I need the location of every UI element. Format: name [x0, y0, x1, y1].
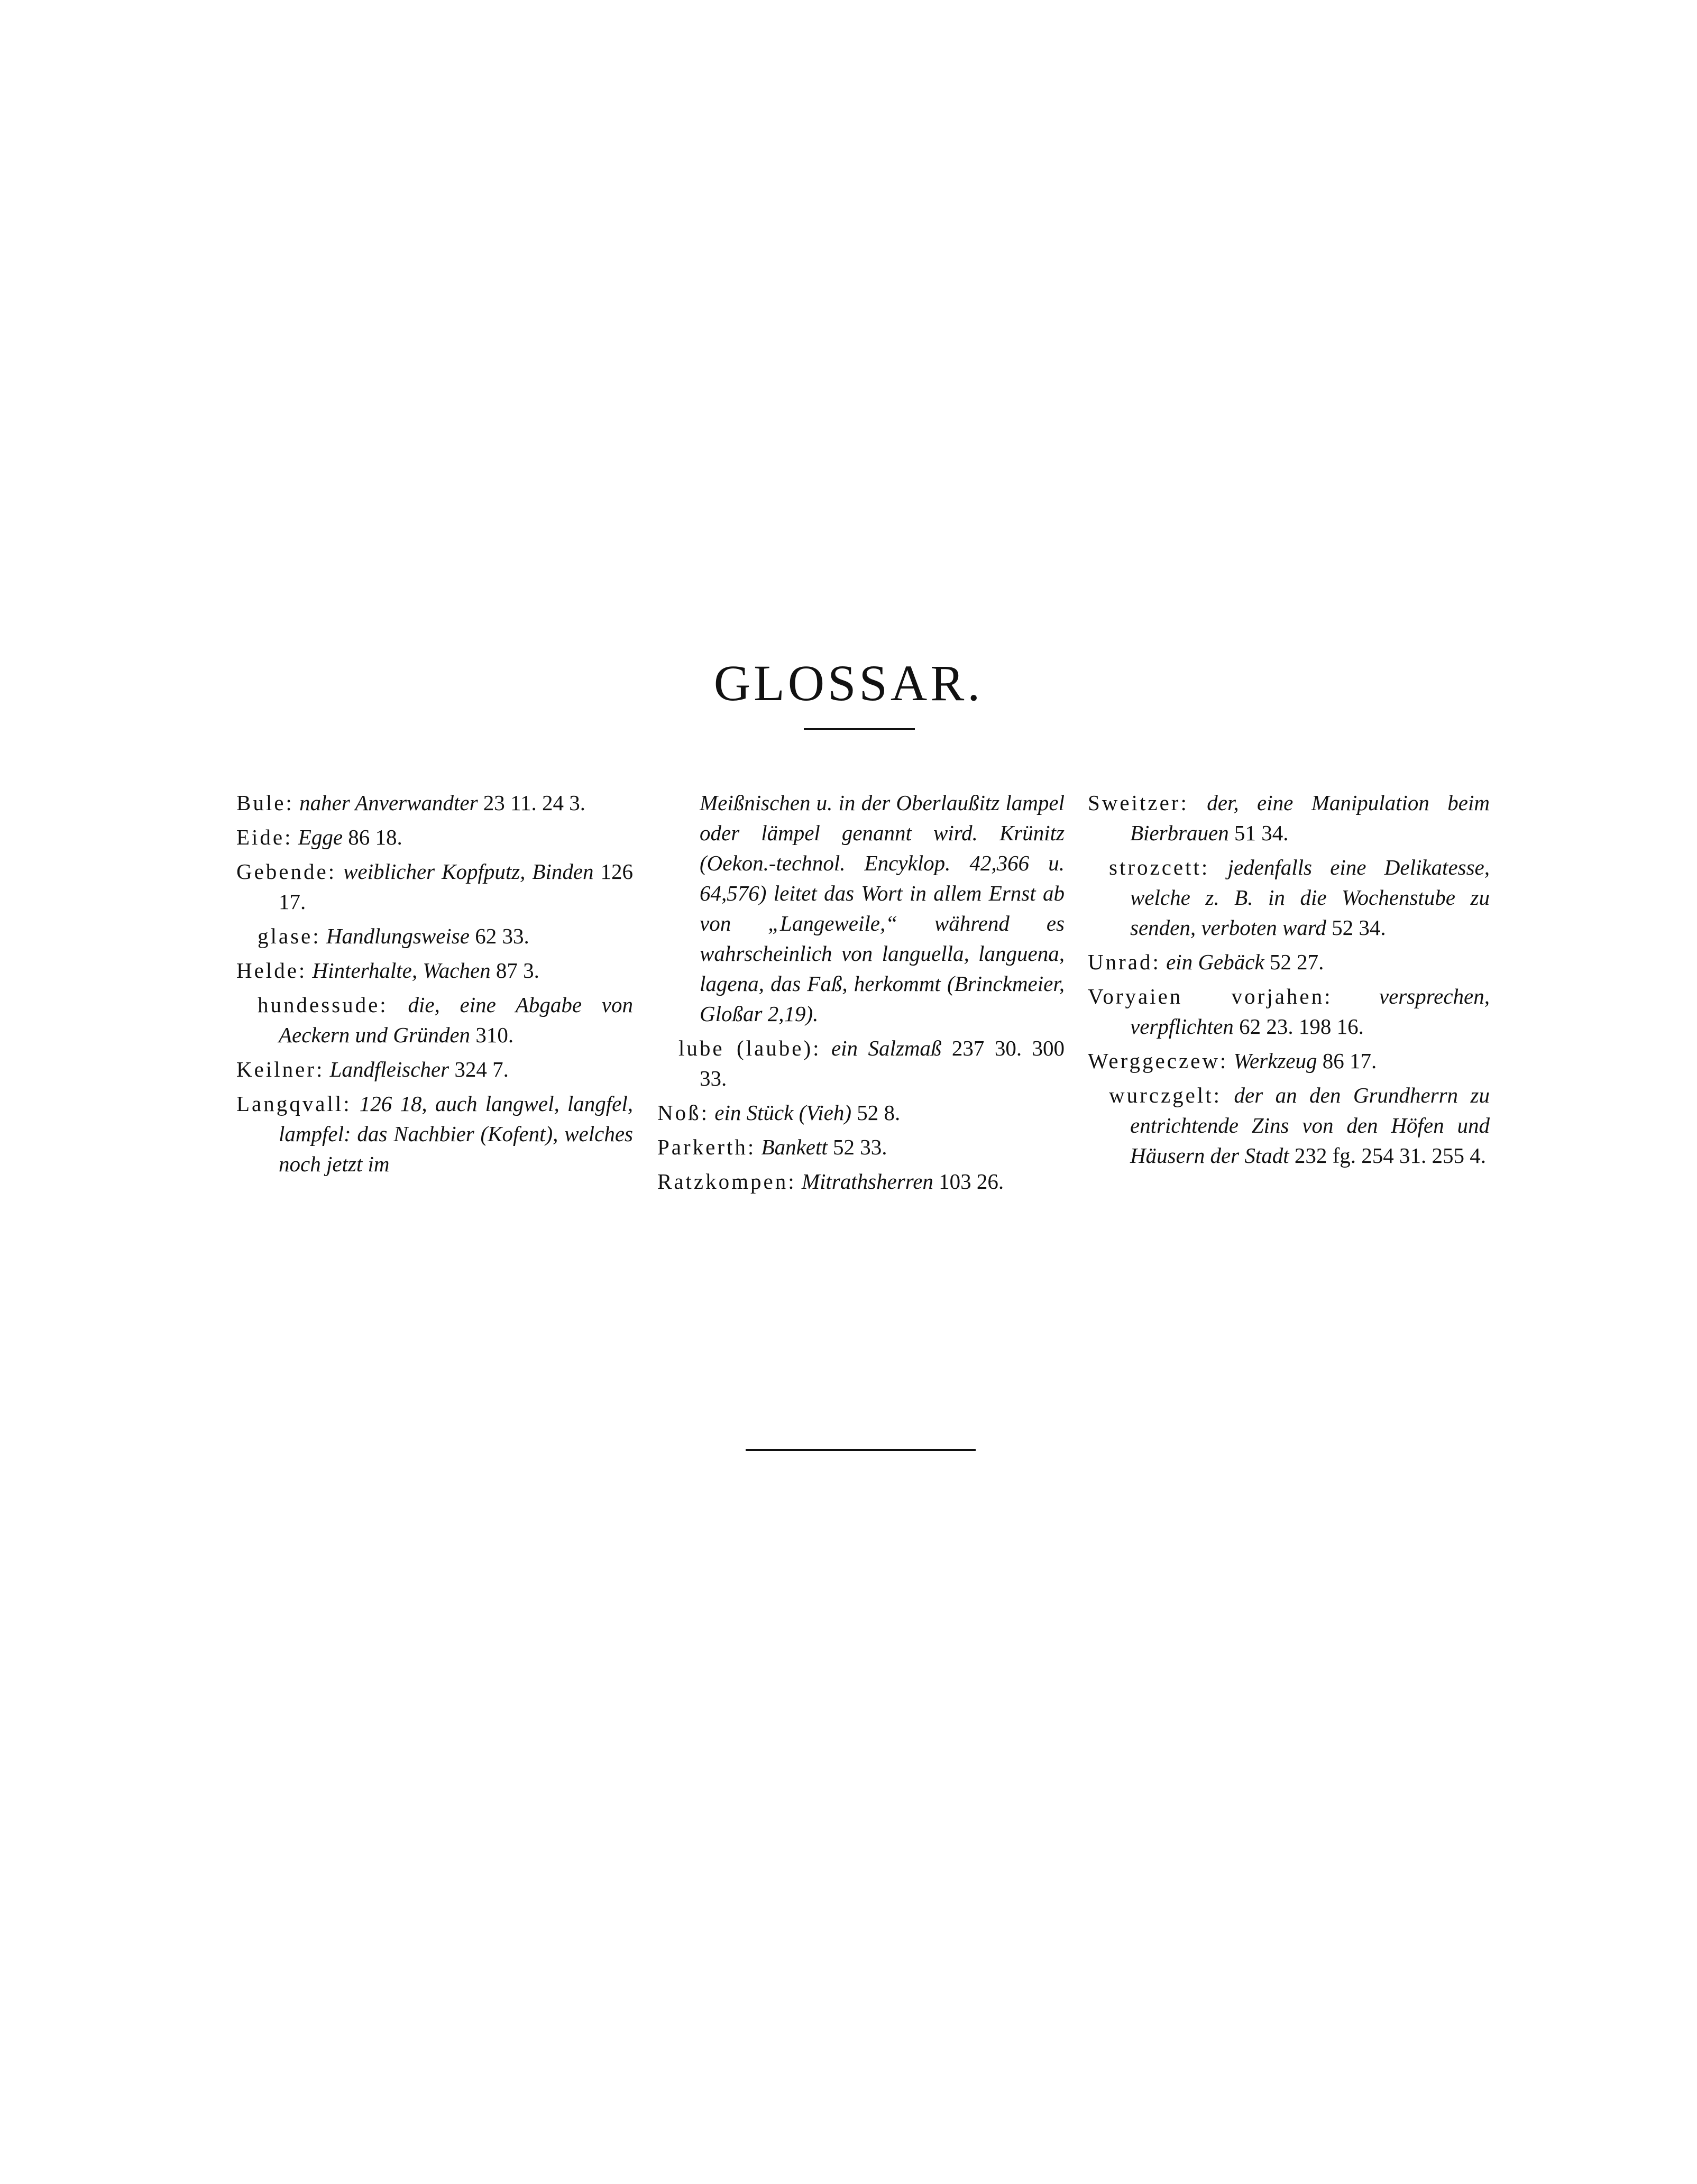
entry-lemma: Noß: [657, 1100, 709, 1125]
glossary-column-1 [236, 788, 633, 1183]
entry-page-reference: 86 18. [348, 825, 402, 849]
glossary-entry [236, 788, 633, 818]
entry-definition: versprechen, verpflichten [1130, 984, 1490, 1039]
entry-definition: Bankett [761, 1135, 828, 1159]
entry-page-reference: 62 33. [475, 924, 529, 948]
glossary-entry [1088, 852, 1490, 943]
glossary-entry [1088, 788, 1490, 848]
entry-definition: Egge [298, 825, 343, 849]
entry-definition: ein Stück (Vieh) [714, 1100, 852, 1125]
entry-definition: Handlungsweise [326, 924, 470, 948]
glossary-entry [1088, 1080, 1490, 1171]
glossary-entry [657, 1132, 1065, 1162]
entry-lemma: Sweitzer: [1088, 791, 1189, 815]
glossary-entry [657, 788, 1065, 1029]
entry-definition: Hinterhalte, Wachen [312, 958, 491, 983]
entry-page-reference: 86 17. [1322, 1049, 1377, 1073]
entry-definition: jedenfalls eine Delikatesse, welche z. B. in die Wochenstube zu senden, verboten ward [1130, 855, 1490, 940]
entry-lemma: Eide: [236, 825, 293, 849]
entry-lemma: hundessude: [258, 993, 388, 1017]
entry-page-reference: 52 8. [857, 1100, 901, 1125]
glossary-entry [236, 857, 633, 917]
entry-lemma: Voryaien vorjahen: [1088, 984, 1333, 1008]
entry-definition: der an den Grundherrn zu entrichtende Zins von den Höfen und Häusern der Stadt [1130, 1083, 1490, 1168]
entry-lemma: Keilner: [236, 1057, 325, 1081]
page-title: GLOSSAR. [713, 655, 984, 712]
entry-lemma: Ratzkompen: [657, 1169, 796, 1194]
entry-lemma: wurczgelt: [1109, 1083, 1222, 1107]
entry-page-reference: 52 33. [833, 1135, 887, 1159]
end-divider [746, 1449, 976, 1451]
glossary-entry [657, 1033, 1065, 1094]
entry-definition: Mitrathsherren [801, 1169, 933, 1194]
entry-lemma: lube (laube): [678, 1036, 821, 1060]
entry-page-reference: 87 3. [496, 958, 539, 983]
title-divider [804, 728, 915, 730]
entry-lemma: Bule: [236, 791, 294, 815]
entry-page-reference: 126 17. [279, 859, 633, 914]
glossary-entry [1088, 1046, 1490, 1076]
entry-page-reference: 62 23. 198 16. [1239, 1014, 1364, 1039]
entry-page-reference: 237 30. 300 33. [700, 1036, 1065, 1090]
entry-page-reference: 324 7. [454, 1057, 509, 1081]
entry-lemma: Langqvall: [236, 1091, 352, 1116]
glossary-entry [1088, 981, 1490, 1042]
entry-lemma: Unrad: [1088, 950, 1161, 974]
glossary-column-3 [1088, 788, 1490, 1175]
entry-page-reference: 52 27. [1269, 950, 1324, 974]
entry-definition: naher Anverwandter [299, 791, 478, 815]
glossary-entry [1088, 947, 1490, 977]
entry-lemma: Werggeczew: [1088, 1049, 1228, 1073]
entry-lemma: Parkerth: [657, 1135, 756, 1159]
glossary-entry [236, 1089, 633, 1179]
entry-definition: 126 18, auch langwel, langfel, lampfel: das Nachbier (Kofent), welches noch jetzt im [279, 1091, 634, 1176]
entry-definition: ein Gebäck [1166, 950, 1264, 974]
entry-definition: ein Salzmaß [831, 1036, 942, 1060]
entry-lemma: Gebende: [236, 859, 337, 884]
entry-page-reference: 103 26. [939, 1169, 1004, 1194]
glossary-entry [657, 1167, 1065, 1197]
entry-definition: der, eine Manipulation beim Bierbrauen [1130, 791, 1490, 845]
entry-definition: die, eine Abgabe von Aeckern und Gründen [279, 993, 634, 1047]
entry-definition: weiblicher Kopfputz, Binden [343, 859, 594, 884]
entry-page-reference: 310. [475, 1023, 514, 1047]
glossary-entry [236, 956, 633, 986]
entry-page-reference: 232 fg. 254 31. 255 4. [1294, 1143, 1487, 1168]
entry-definition: Landfleischer [329, 1057, 450, 1081]
entry-lemma: Helde: [236, 958, 307, 983]
glossary-column-2 [657, 788, 1065, 1201]
entry-page-reference: 51 34. [1234, 821, 1289, 845]
glossary-entry [236, 921, 633, 951]
glossary-entry [236, 990, 633, 1050]
entry-page-reference: 52 34. [1332, 915, 1386, 940]
entry-lemma: glase: [258, 924, 321, 948]
entry-page-reference: 23 11. 24 3. [483, 791, 586, 815]
entry-definition: Werkzeug [1233, 1049, 1317, 1073]
glossary-entry [657, 1098, 1065, 1128]
entry-definition: Meißnischen u. in der Oberlaußitz lampel oder lämpel genannt wird. Krünitz (Oekon.-technol. Encyklop. 42,366 u. 64,576) leitet das Wort in allem Ernst ab von „Langeweile,“ während es wahrscheinlich von languella, languena, lagena, das Faß, herkommt (Brinckmeier, Gloßar 2,19). [700, 791, 1065, 1026]
glossary-entry [236, 822, 633, 852]
entry-lemma: strozcett: [1109, 855, 1210, 879]
glossary-entry [236, 1054, 633, 1085]
